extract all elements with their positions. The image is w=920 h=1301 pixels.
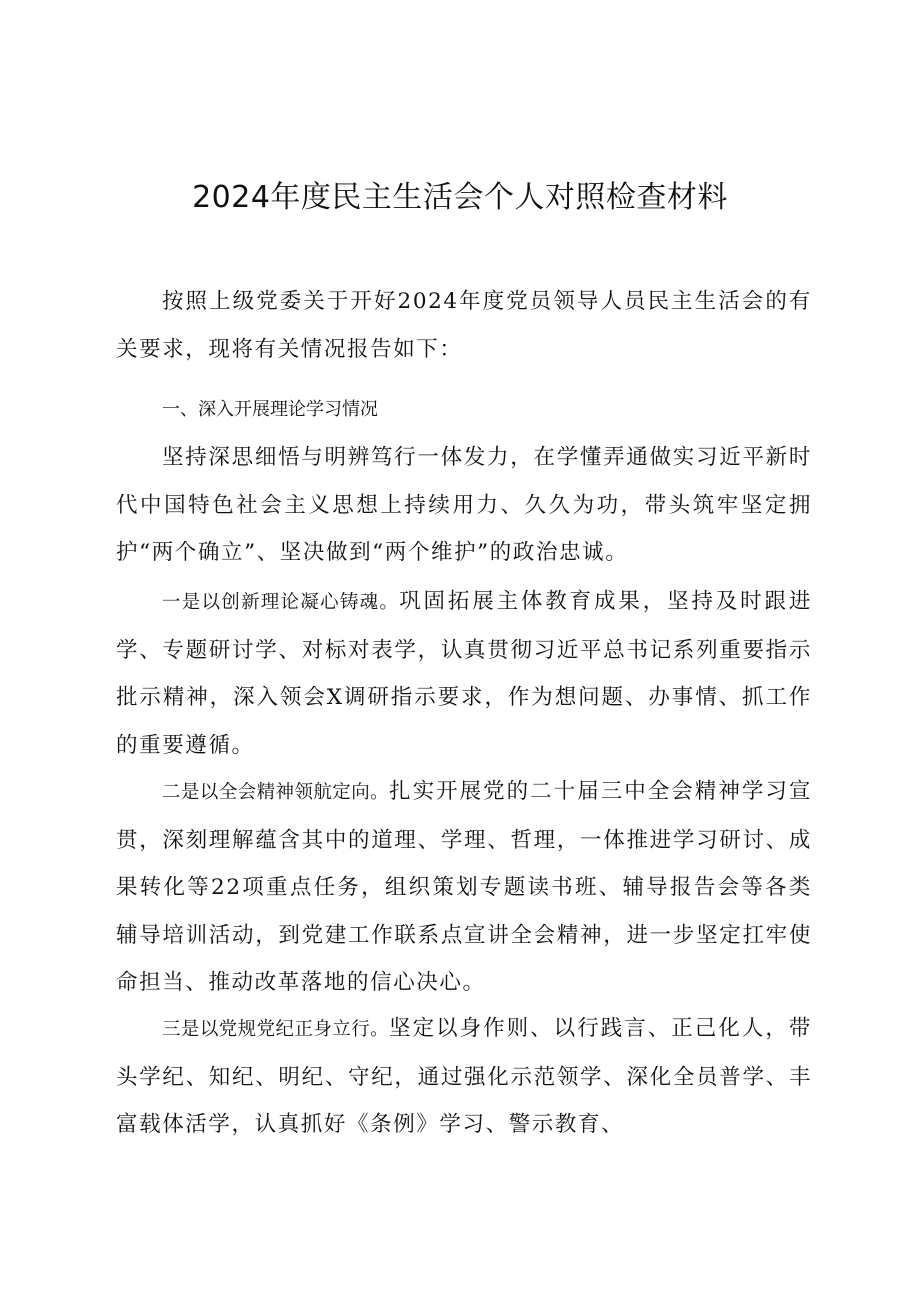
item-lead-1: 一是以创新理论凝心铸魂。 bbox=[162, 592, 400, 613]
item-lead-3: 三是以党规党纪正身立行。 bbox=[162, 1019, 390, 1040]
section-1-paragraph: 坚持深思细悟与明辨笃行一体发力，在学懂弄通做实习近平新时代中国特色社会主义思想上持续用力、久久为功，带头筑牢坚定拥护“两个确立”、坚决做到“两个维护”的政治忠诚。 bbox=[116, 445, 812, 565]
item-text-1: 巩固拓展主体教育成果，坚持及时跟进学、专题研讨学、对标对表学，认真贯彻习近平总书记系列重要指示批示精神，深入领会X调研指示要求，作为想问题、办事情、抓工作的重要遵循。 bbox=[116, 589, 812, 758]
intro-paragraph: 按照上级党委关于开好2024年度党员领导人员民主生活会的有关要求，现将有关情况报告如下： bbox=[116, 289, 812, 362]
item-text-3: 坚定以身作则、以行践言、正己化人，带头学纪、知纪、明纪、守纪，通过强化示范领学、深化全员普学、丰富载体活学，认真抓好《条例》学习、警示教育、 bbox=[116, 1016, 812, 1137]
item-paragraph-2 bbox=[116, 768, 812, 1007]
item-text-2: 扎实开展党的二十届三中全会精神学习宣贯，深刻理解蕴含其中的道理、学理、哲理，一体推进学习研讨、成果转化等22项重点任务，组织策划专题读书班、辅导报告会等各类辅导培训活动，到党建工作联系点宣讲全会精神，进一步坚定扛牢使命担当、推动改革落地的信心决心。 bbox=[116, 779, 812, 995]
item-paragraph-3 bbox=[116, 1005, 812, 1149]
item-lead-2: 二是以全会精神领航定向。 bbox=[162, 782, 390, 803]
document-title: 2024年度民主生活会个人对照检查材料 bbox=[192, 180, 728, 215]
section-heading-1: 一、深入开展理论学习情况 bbox=[162, 399, 378, 420]
item-paragraph-1 bbox=[116, 578, 812, 769]
